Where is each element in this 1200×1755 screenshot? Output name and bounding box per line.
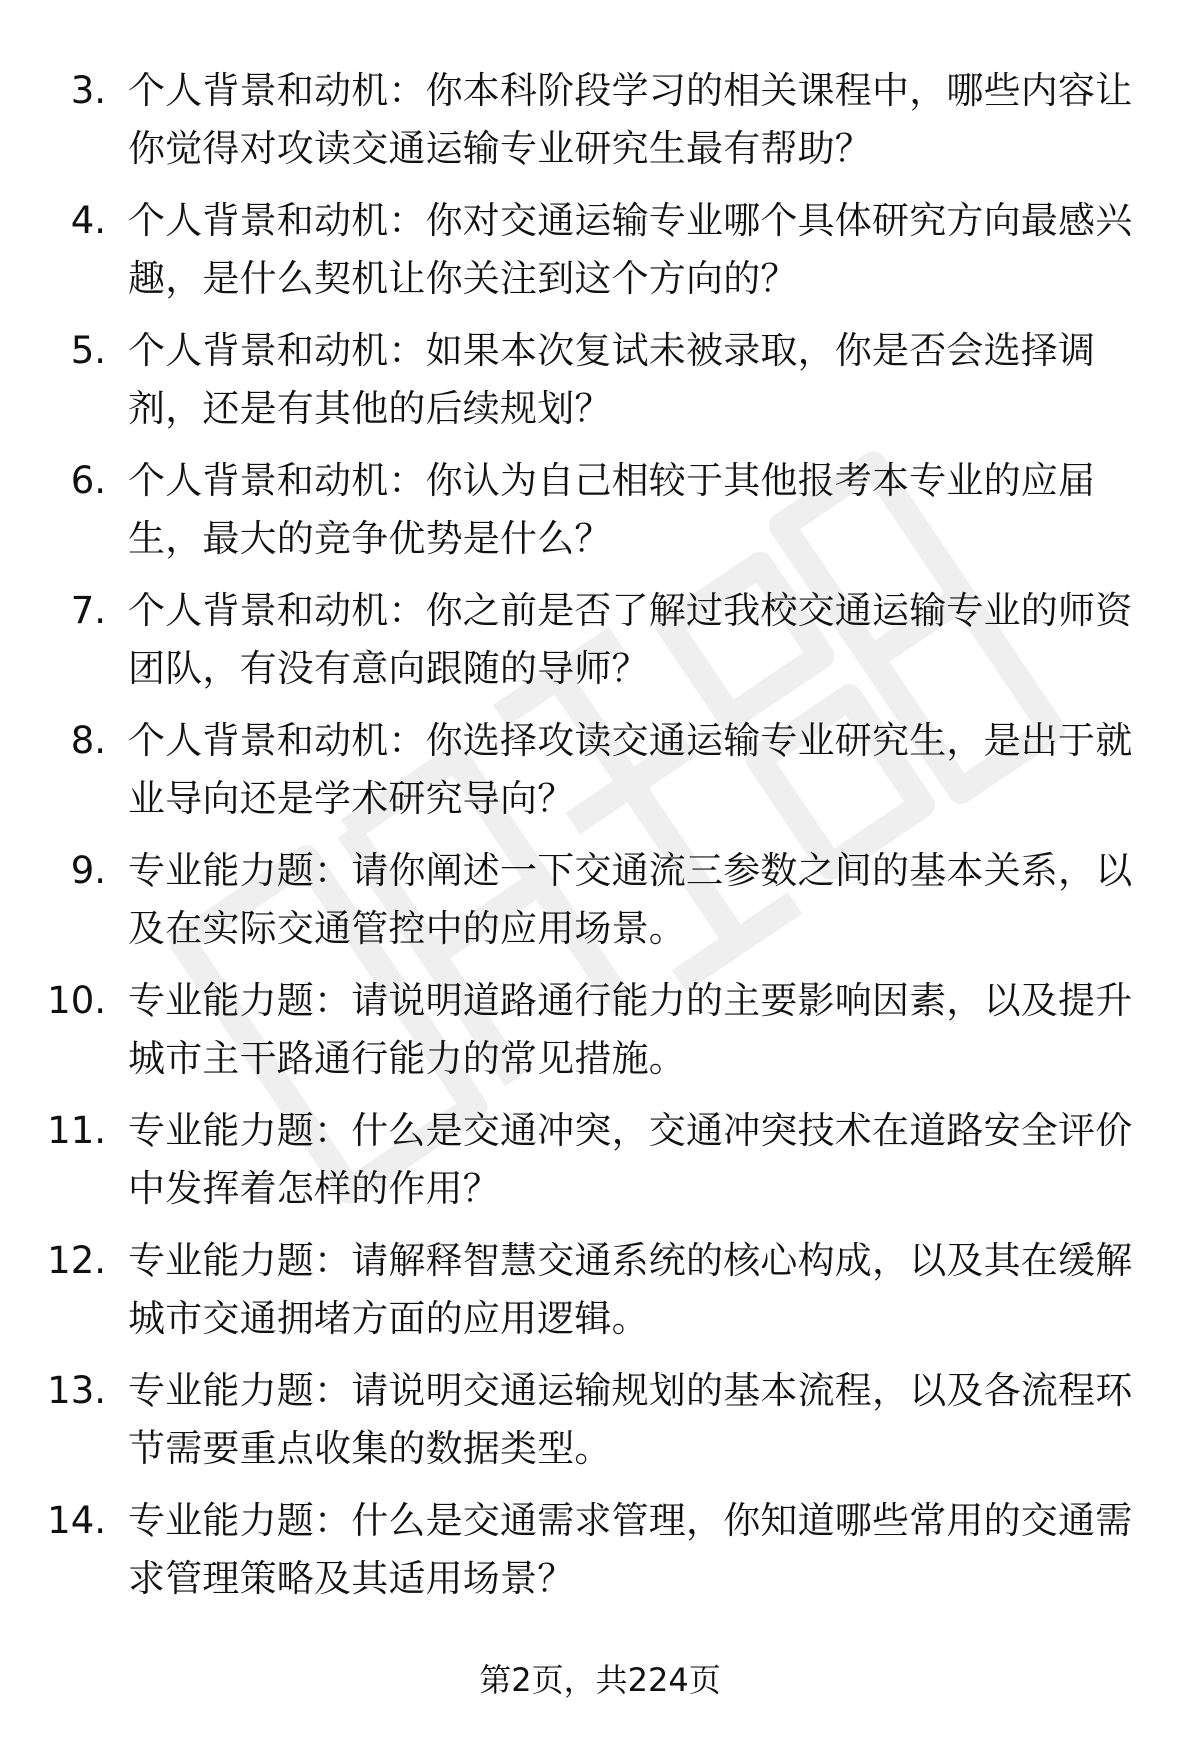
question-list xyxy=(0,54,1200,1614)
question-number: 9. xyxy=(70,849,106,892)
question-text: 专业能力题：请你阐述一下交通流三参数之间的基本关系，以及在实际交通管控中的应用场景。 xyxy=(128,849,1133,950)
question-text: 专业能力题：请说明交通运输规划的基本流程，以及各流程环节需要重点收集的数据类型。 xyxy=(128,1369,1133,1470)
question-item xyxy=(0,1354,1200,1484)
question-item xyxy=(0,54,1200,184)
question-number: 8. xyxy=(70,719,106,762)
question-text: 专业能力题：请解释智慧交通系统的核心构成，以及其在缓解城市交通拥堵方面的应用逻辑。 xyxy=(128,1239,1133,1340)
question-item xyxy=(0,1094,1200,1224)
question-text: 个人背景和动机：你选择攻读交通运输专业研究生，是出于就业导向还是学术研究导向？ xyxy=(128,719,1133,820)
question-number: 11. xyxy=(47,1109,106,1152)
question-item xyxy=(0,184,1200,314)
question-number: 12. xyxy=(47,1239,106,1282)
question-text: 个人背景和动机：你本科阶段学习的相关课程中，哪些内容让你觉得对攻读交通运输专业研究生最有帮助？ xyxy=(128,69,1133,170)
question-number: 4. xyxy=(70,199,106,242)
question-text: 个人背景和动机：你之前是否了解过我校交通运输专业的师资团队，有没有意向跟随的导师？ xyxy=(128,589,1133,690)
question-item xyxy=(0,314,1200,444)
question-text: 个人背景和动机：你对交通运输专业哪个具体研究方向最感兴趣，是什么契机让你关注到这个方向的？ xyxy=(128,199,1133,300)
question-item xyxy=(0,444,1200,574)
question-number: 13. xyxy=(47,1369,106,1412)
page-footer xyxy=(0,1656,1200,1704)
question-item xyxy=(0,1484,1200,1614)
question-number: 10. xyxy=(47,979,106,1022)
question-number: 5. xyxy=(70,329,106,372)
question-item xyxy=(0,1224,1200,1354)
question-text: 个人背景和动机：你认为自己相较于其他报考本专业的应届生，最大的竞争优势是什么？ xyxy=(128,459,1096,560)
question-item xyxy=(0,964,1200,1094)
page-number-label: 第2页，共224页 xyxy=(479,1661,721,1699)
question-number: 14. xyxy=(47,1499,106,1542)
question-text: 专业能力题：什么是交通冲突，交通冲突技术在道路安全评价中发挥着怎样的作用？ xyxy=(128,1109,1133,1210)
question-number: 7. xyxy=(70,589,106,632)
question-item xyxy=(0,574,1200,704)
question-text: 个人背景和动机：如果本次复试未被录取，你是否会选择调剂，还是有其他的后续规划？ xyxy=(128,329,1096,430)
question-item xyxy=(0,834,1200,964)
question-text: 专业能力题：请说明道路通行能力的主要影响因素，以及提升城市主干路通行能力的常见措施。 xyxy=(128,979,1133,1080)
question-item xyxy=(0,704,1200,834)
question-number: 3. xyxy=(70,69,106,112)
question-text: 专业能力题：什么是交通需求管理，你知道哪些常用的交通需求管理策略及其适用场景？ xyxy=(128,1499,1133,1600)
question-number: 6. xyxy=(70,459,106,502)
